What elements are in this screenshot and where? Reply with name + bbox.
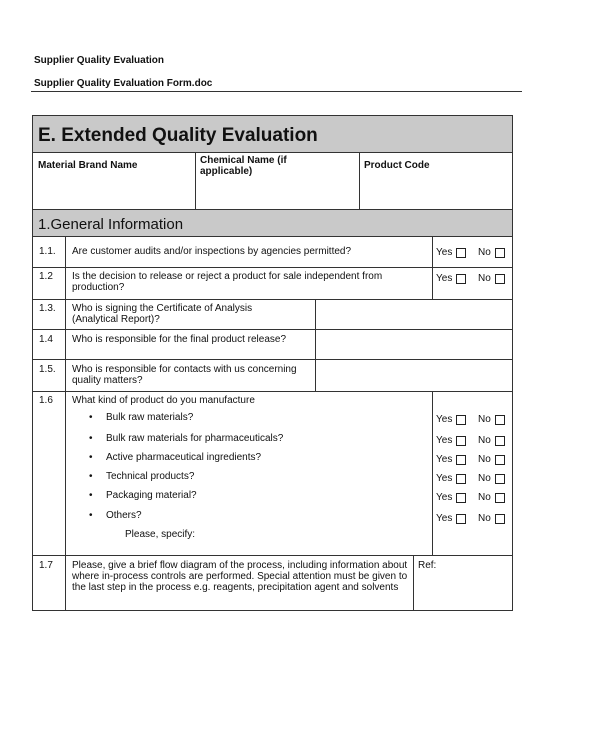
no-checkbox[interactable]: No <box>478 472 505 485</box>
bullet: • <box>89 433 93 444</box>
question-text: Are customer audits and/or inspections by agencies permitted? <box>72 246 352 257</box>
column-divider <box>65 556 66 610</box>
quality-evaluation-form <box>32 115 513 611</box>
answer-field[interactable] <box>316 330 512 359</box>
question-text: Who is responsible for the final product release? <box>72 334 287 345</box>
product-type-item: Bulk raw materials? <box>106 412 194 423</box>
question-text: Please, give a brief flow diagram of the process, including information about where in-process controls are performed. Special attention must be given to the last step in the process e.g. reagents, precipitation agent and solvents <box>72 560 408 593</box>
question-row-1-2 <box>33 268 512 300</box>
checkbox-box[interactable] <box>495 493 505 503</box>
form-title-row <box>33 116 512 153</box>
checkbox-box[interactable] <box>495 455 505 465</box>
question-number: 1.3. <box>39 303 56 314</box>
chemical-name-label: Chemical Name (if applicable) <box>200 155 287 177</box>
question-number: 1.1. <box>39 246 56 257</box>
checkbox-box[interactable] <box>495 415 505 425</box>
document-header-title: Supplier Quality Evaluation <box>34 55 165 66</box>
yes-checkbox[interactable]: Yes <box>436 434 466 447</box>
checkbox-box[interactable] <box>495 436 505 446</box>
question-number: 1.4 <box>39 334 53 345</box>
question-row-1-1 <box>33 237 512 268</box>
bullet: • <box>89 490 93 501</box>
column-divider <box>65 268 66 299</box>
section-header-row <box>33 210 512 237</box>
checkbox-box[interactable] <box>495 514 505 524</box>
yes-checkbox[interactable]: Yes <box>436 491 466 504</box>
please-specify-label: Please, specify: <box>125 529 196 540</box>
checkbox-box[interactable] <box>456 493 466 503</box>
yes-checkbox[interactable]: Yes <box>436 272 466 285</box>
document-file-name: Supplier Quality Evaluation Form.doc <box>34 78 213 89</box>
question-row-1-3 <box>33 300 512 330</box>
checkbox-box[interactable] <box>456 514 466 524</box>
bullet: • <box>89 471 93 482</box>
material-brand-name-label: Material Brand Name <box>38 160 138 171</box>
no-checkbox[interactable]: No <box>478 434 505 447</box>
product-header-row <box>33 153 512 210</box>
question-text: What kind of product do you manufacture <box>72 395 255 406</box>
yes-checkbox[interactable]: Yes <box>436 453 466 466</box>
column-divider <box>359 153 360 209</box>
question-row-1-4 <box>33 330 512 360</box>
bullet: • <box>89 510 93 521</box>
checkbox-box[interactable] <box>456 274 466 284</box>
checkbox-box[interactable] <box>495 474 505 484</box>
column-divider <box>432 392 433 555</box>
question-row-1-7 <box>33 556 512 610</box>
checkbox-box[interactable] <box>495 274 505 284</box>
column-divider <box>65 392 66 555</box>
column-divider <box>65 237 66 267</box>
question-row-1-6 <box>33 392 512 556</box>
yes-checkbox[interactable]: Yes <box>436 512 466 525</box>
reference-label: Ref: <box>418 560 437 571</box>
column-divider <box>432 237 433 267</box>
no-checkbox[interactable]: No <box>478 491 505 504</box>
answer-field[interactable] <box>316 300 512 329</box>
answer-field[interactable] <box>316 360 512 391</box>
product-type-item: Active pharmaceutical ingredients? <box>106 452 262 463</box>
checkbox-box[interactable] <box>456 436 466 446</box>
question-text: Is the decision to release or reject a product for sale independent from production? <box>72 271 383 293</box>
no-checkbox[interactable]: No <box>478 453 505 466</box>
column-divider <box>432 268 433 299</box>
product-type-item: Packaging material? <box>106 490 197 501</box>
checkbox-box[interactable] <box>456 455 466 465</box>
question-text: Who is signing the Certificate of Analysis (Analytical Report)? <box>72 303 253 325</box>
bullet: • <box>89 412 93 423</box>
no-checkbox[interactable]: No <box>478 246 505 259</box>
column-divider <box>65 330 66 359</box>
question-number: 1.2 <box>39 271 53 282</box>
bullet: • <box>89 452 93 463</box>
checkbox-box[interactable] <box>495 248 505 258</box>
no-checkbox[interactable]: No <box>478 272 505 285</box>
column-divider <box>413 556 414 610</box>
no-checkbox[interactable]: No <box>478 413 505 426</box>
column-divider <box>65 360 66 391</box>
column-divider <box>195 153 196 209</box>
checkbox-box[interactable] <box>456 415 466 425</box>
product-code-label: Product Code <box>364 160 430 171</box>
column-divider <box>65 300 66 329</box>
header-divider <box>31 91 522 92</box>
question-text: Who is responsible for contacts with us concerning quality matters? <box>72 364 297 386</box>
question-number: 1.6 <box>39 395 53 406</box>
section-title: 1.General Information <box>38 216 184 233</box>
checkbox-box[interactable] <box>456 248 466 258</box>
product-type-item: Others? <box>106 510 142 521</box>
product-type-item: Bulk raw materials for pharmaceuticals? <box>106 433 284 444</box>
yes-checkbox[interactable]: Yes <box>436 472 466 485</box>
question-number: 1.7 <box>39 560 53 571</box>
yes-checkbox[interactable]: Yes <box>436 413 466 426</box>
yes-checkbox[interactable]: Yes <box>436 246 466 259</box>
product-type-item: Technical products? <box>106 471 195 482</box>
checkbox-box[interactable] <box>456 474 466 484</box>
form-title: E. Extended Quality Evaluation <box>38 125 318 146</box>
question-row-1-5 <box>33 360 512 392</box>
question-number: 1.5. <box>39 364 56 375</box>
no-checkbox[interactable]: No <box>478 512 505 525</box>
